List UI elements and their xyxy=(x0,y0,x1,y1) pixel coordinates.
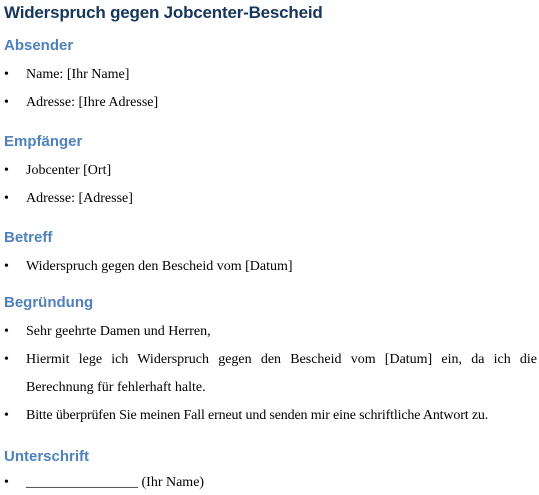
section-heading-betreff: Betreff xyxy=(4,229,53,246)
list-item xyxy=(4,402,537,430)
signature-line-text: ________________ (Ihr Name) xyxy=(26,475,205,490)
list-item xyxy=(4,253,537,281)
section-heading-absender: Absender xyxy=(4,37,74,54)
list-item-text: Sehr geehrte Damen und Herren, xyxy=(26,324,211,339)
list-item xyxy=(4,61,537,89)
list-item xyxy=(4,89,537,117)
bullet-icon: • xyxy=(4,475,9,490)
list-item-text: Adresse: [Adresse] xyxy=(26,191,133,206)
list-item-text: Widerspruch gegen den Bescheid vom [Datum] xyxy=(26,259,293,274)
bullet-icon: • xyxy=(4,408,9,423)
list-betreff xyxy=(4,253,537,281)
bullet-icon: • xyxy=(4,163,9,178)
list-item xyxy=(4,346,537,402)
bullet-icon: • xyxy=(4,67,9,82)
list-unterschrift xyxy=(4,472,537,494)
list-item xyxy=(4,472,537,494)
section-heading-unterschrift: Unterschrift xyxy=(4,448,90,465)
list-absender xyxy=(4,61,537,117)
list-item-text: Name: [Ihr Name] xyxy=(26,67,130,82)
list-item xyxy=(4,157,537,185)
bullet-icon: • xyxy=(4,95,9,110)
bullet-icon: • xyxy=(4,352,9,367)
list-item-text: Adresse: [Ihre Adresse] xyxy=(26,95,159,110)
bullet-icon: • xyxy=(4,259,9,274)
bullet-icon: • xyxy=(4,324,9,339)
list-item-text: Bitte überprüfen Sie meinen Fall erneut und senden mir eine schriftliche Antwort zu. xyxy=(26,408,489,423)
bullet-icon: • xyxy=(4,191,9,206)
list-item-text: Hiermit lege ich Widerspruch gegen den Bescheid vom [Datum] ein, da ich die Berechnung für fehlerhaft halte. xyxy=(26,352,537,395)
list-begruendung xyxy=(4,318,537,430)
list-item xyxy=(4,185,537,213)
document-title: Widerspruch gegen Jobcenter-Bescheid xyxy=(4,3,323,22)
list-item xyxy=(4,318,537,346)
list-item-text: Jobcenter [Ort] xyxy=(26,163,112,178)
section-heading-empfaenger: Empfänger xyxy=(4,133,83,150)
list-empfaenger xyxy=(4,157,537,213)
section-heading-begruendung: Begründung xyxy=(4,294,94,311)
